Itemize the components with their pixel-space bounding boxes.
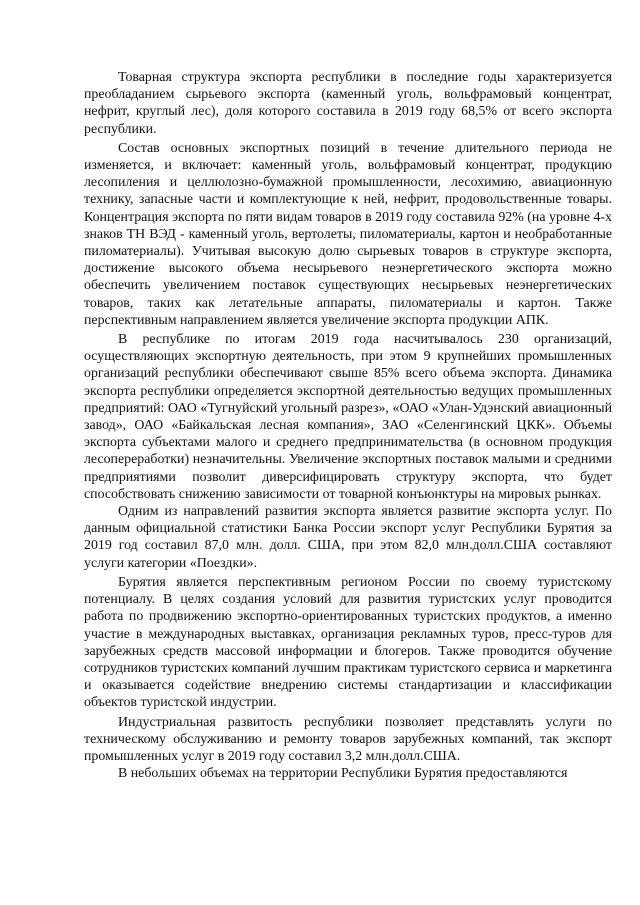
paragraph-continuation: В небольших объемах на территории Республики Бурятия предоставляются — [118, 766, 568, 782]
paragraph-tourism: Бурятия является перспективным регионом России по своему туристскому потенциалу. В целях создания условий для развития туристских услуг проводится работа по продвижению экспортно-ориентированных туристских продуктов, а именно участие в международных выставках, организация рекламных туров, пресс-туров для зарубежных средств массовой информации и блогеров. Также проводится обучение сотрудников туристских компаний лучшим практикам туристского сервиса и маркетинга и оказывается содействие внедрению системы стандартизации и классификации объектов туристской индустрии. — [84, 574, 612, 711]
paragraph-export-structure: Товарная структура экспорта республики в последние годы характеризуется преобладанием сырьевого экспорта (каменный уголь, вольфрамовый концентрат, нефрит, круглый лес), доля которого составила в 2019 году 68,5% от всего экспорта республики. — [84, 70, 612, 137]
paragraph-industrial-services: Индустриальная развитость республики позволяет представлять услуги по техническому обслуживанию и ремонту товаров зарубежных компаний, так экспорт промышленных услуг в 2019 году составил 3,2 млн.долл.США. — [84, 714, 612, 764]
document-body — [84, 69, 612, 782]
paragraph-services-export: Одним из направлений развития экспорта является развитие экспорта услуг. По данным официальной статистики Банка России экспорт услуг Республики Бурятия за 2019 год составил 87,0 млн. долл. США, при этом 82,0 млн.долл.США составляют услуги категории «Поездки». — [84, 504, 612, 571]
paragraph-exporting-organizations: В республике по итогам 2019 года насчитывалось 230 организаций, осуществляющих экспортную деятельность, при этом 9 крупнейших промышленных организаций республики обеспечивают свыше 85% всего объема экспорта. Динамика экспорта республики определяется экспортной деятельностью ведущих промышленных предприятий: ОАО «Тугнуйский угольный разрез», «ОАО «Улан-Удэнский авиационный завод», ОАО «Байкальская лесная компания», ЗАО «Селенгинский ЦКК». Объемы экспорта субъектами малого и среднего предпринимательства (в основном продукция лесопереработки) незначительны. Увеличение экспортных поставок малыми и средними предприятиями позволит диверсифицировать структуру экспорта, что будет способствовать снижению зависимости от товарной конъюнктуры на мировых рынках. — [84, 332, 612, 502]
paragraph-export-positions: Состав основных экспортных позиций в течение длительного периода не изменяется, и включает: каменный уголь, вольфрамовый концентрат, продукцию лесопиления и целлюлозно-бумажной промышленности, лесохимию, авиационную технику, запасные части и комплектующие к ней, нефрит, продовольственные товары. Концентрация экспорта по пяти видам товаров в 2019 году составила 92% (на уровне 4-х знаков ТН ВЭД - каменный уголь, вертолеты, пиломатериалы, картон и необработанные пиломатериалы). Учитывая высокую долю сырьевых товаров в структуре экспорта, достижение высокого объема несырьевого неэнергетического экспорта можно обеспечить увеличением поставок существующих несырьевых неэнергетических товаров, таких как летательные аппараты, пиломатериалы и картон. Также перспективным направлением является увеличение экспорта продукции АПК. — [84, 140, 612, 328]
